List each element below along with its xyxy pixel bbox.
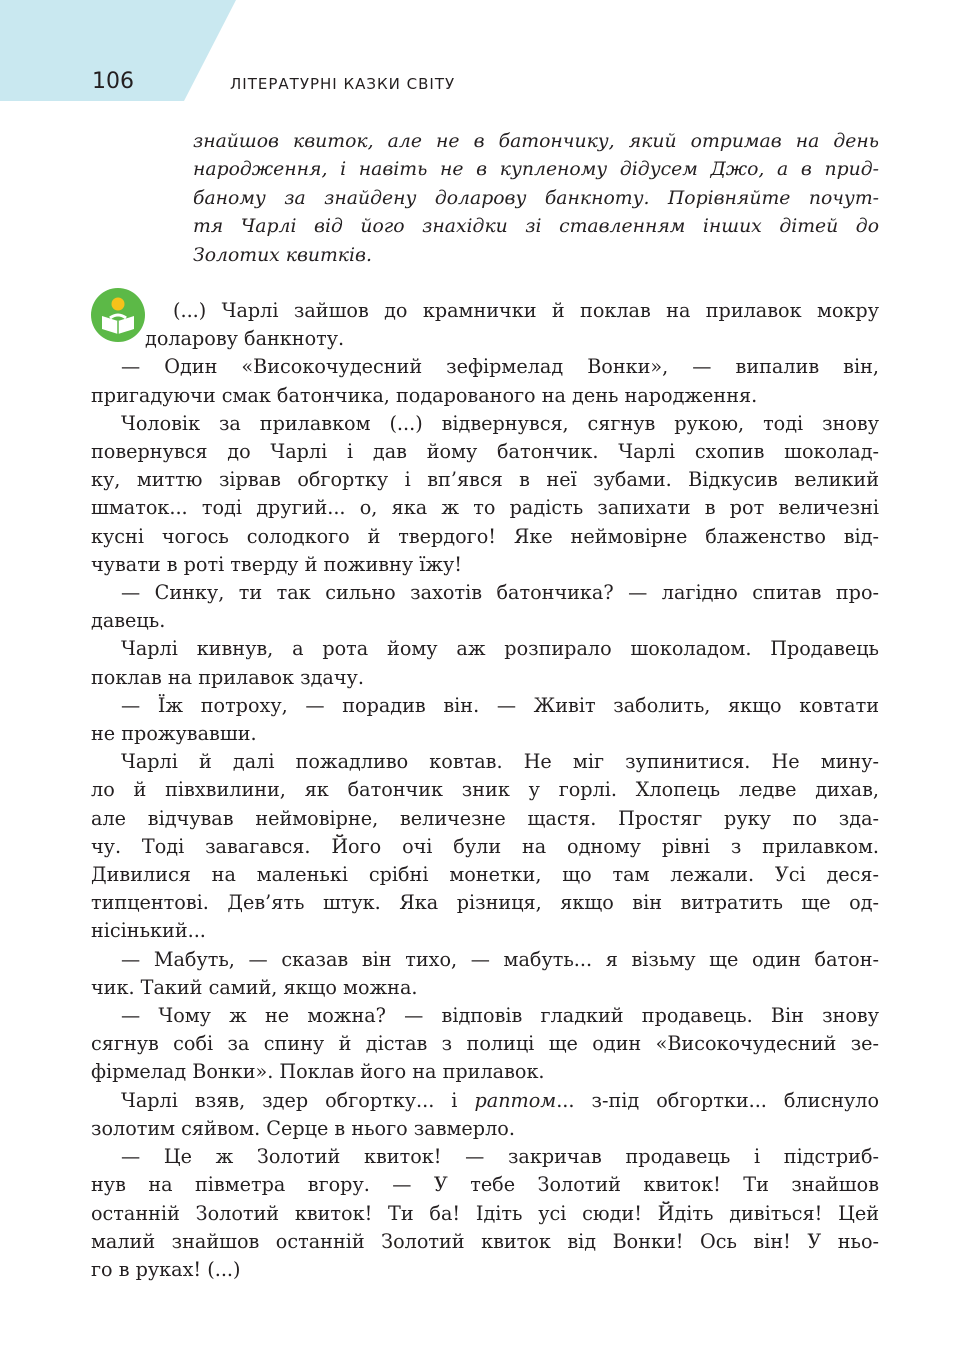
text-line: поклав на прилавок здачу. [91,665,364,689]
text-segment: ... з-під обгортки... блиснуло [556,1088,880,1112]
text-line: малий знайшов останній Золотий квиток від Вонки! Ось він! У ньо- [91,1229,879,1253]
text-line: фірмелад Вонки». Поклав його на прилавок. [91,1060,545,1084]
text-line: типцентові. Дев’ять штук. Яка різниця, якщо він витратить ще од- [91,891,879,915]
intro-line: баному за знайдену доларову банкноту. Порівняйте почут- [193,187,879,209]
story-text [91,297,879,1284]
text-line: — Їж потроху, — порадив він. — Живіт заболить, якщо ковтати [121,693,879,717]
intro-assignment [193,128,879,270]
intro-line: народження, і навіть не в купленому дідусем Джо, а в прид- [193,159,879,181]
intro-line: Золотих квитків. [193,244,372,266]
text-line: — Синку, ти так сильно захотів батончика? — лагідно спитав про- [121,581,879,605]
text-line: го в руках! (...) [91,1257,241,1281]
text-line: нув на півметра вгору. — У тебе Золотий квиток! Ти знайшов [91,1173,879,1197]
text-line: останній Золотий квиток! Ти ба! Ідіть усі сюди! Йдіть дивіться! Цей [91,1201,879,1225]
text-line: шматок... тоді другий... о, яка ж то радість запихати в рот величезні [91,496,879,520]
text-line: — Чому ж не можна? — відповів гладкий продавець. Він знову [121,1004,879,1028]
text-line: але відчував неймовірне, величезне щастя. Простяг руку по зда- [91,806,879,830]
text-line: давець. [91,609,166,633]
text-line: кусні чогось солодкого й твердого! Яке неймовірне блаженство від- [91,524,879,548]
text-line: Дивилися на маленькі срібні монетки, що там лежали. Усі деся- [91,863,879,887]
intro-line: знайшов квиток, але не в батончику, який отримав на день [193,131,879,152]
emphasis-word: раптом [474,1088,557,1112]
text-line: доларову банкноту. [145,327,345,351]
text-line: — Один «Високочудесний зефірмелад Вонки», — випалив він, [121,355,879,379]
text-line: пригадуючи смак батончика, подарованого на день народження. [91,383,758,407]
text-line: чик. Такий самий, якщо можна. [91,975,418,999]
text-line [91,1087,879,1115]
page-number: 106 [92,69,134,94]
intro-line: тя Чарлі від його знахідки зі ставленням інших дітей до [193,216,879,238]
text-line: чу. Тоді завагався. Його очі були на одному рівні з прилавком. [91,834,879,858]
text-line: Чарлі й далі пожадливо ковтав. Не міг зупинитися. Не мину- [121,750,879,774]
text-line: Чоловік за прилавком (...) відвернувся, сягнув рукою, тоді знову [121,411,879,435]
text-line: (...) Чарлі зайшов до крамнички й поклав на прилавок мокру [173,299,879,322]
text-line: повернувся до Чарлі і дав йому батончик. Чарлі схопив шоколад- [91,440,879,464]
text-line: сягнув собі за спину й дістав з полиці ще один «Високочудесний зе- [91,1032,879,1056]
text-line: ло й півхвилини, як батончик зник у горлі. Хлопець ледве дихав, [91,778,879,802]
running-title: ЛІТЕРАТУРНІ КАЗКИ СВІТУ [230,75,456,93]
text-line: чувати в роті тверду й поживну їжу! [91,552,462,576]
text-line: золотим сяйвом. Серце в нього завмерло. [91,1116,515,1140]
text-line: не прожувавши. [91,722,257,746]
text-line: — Мабуть, — сказав він тихо, — мабуть... я візьму ще один батон- [121,947,879,971]
text-line: нісінький... [91,919,206,943]
text-segment: Чарлі взяв, здер обгортку... і [121,1088,475,1112]
text-line: ку, миттю зірвав обгортку і вп’явся в неї зубами. Відкусив великий [91,468,879,492]
text-line: Чарлі кивнув, а рота йому аж розпирало шоколадом. Продавець [121,637,879,661]
text-line: — Це ж Золотий квиток! — закричав продавець і підстриб- [121,1145,879,1169]
